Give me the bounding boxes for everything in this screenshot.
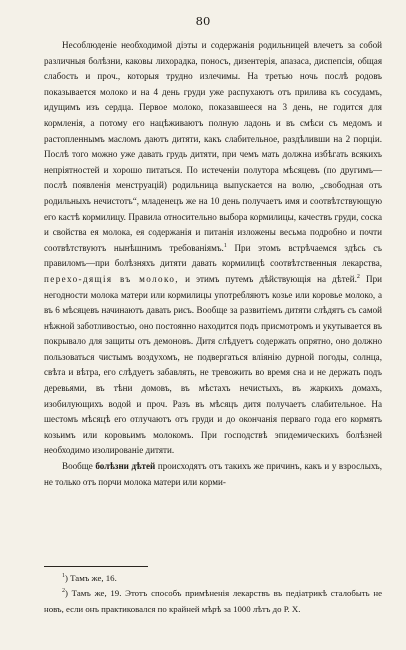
footnote-mark: 2 [62,588,65,595]
paragraph-childhood-diseases [44,459,382,490]
footnote-text: Тамъ же, 19. Этотъ способъ примѣненія лекарствъ въ педіатрикѣ сталобыть не новъ, если онъ практиковался по крайней мѣрѣ за 1000 лѣтъ до Р. Х. [44,588,382,614]
text-run: происходятъ отъ такихъ же причинъ, какъ и у взрослыхъ, не только отъ порчи молока матери или корми- [44,461,383,487]
text-run: При негодности молока матери или кормилицы употребляютъ козье или коровье молоко, а въ 6 мѣсяцевъ начинаютъ давать рисъ. Вообще за развитіемъ дитяти слѣдятъ съ самой нѣжной заботливостью, оно постоянно находится подъ присмотромъ и укутывается въ покрывало для защиты отъ демоновъ. Дитя слѣдуетъ содержать опрятно, оно должно пользоваться чистымъ воздухомъ, не подвергаться вліянію дурной погоды, солнца, свѣта и вѣтра, его слѣдуетъ забавлять, не тревожить во время сна и не держать подъ деревьями, въ тѣни домовъ, въ мѣстахъ нечистыхъ, въ жаркихъ домахъ, изобилующихъ водой и проч. Разъ въ мѣсяцъ дитя получаетъ слабительное. На шестомъ мѣсяцѣ его отлучаютъ отъ груди и до окончанія перваго года его кормятъ козьимъ или коровьимъ молокомъ. При господствѣ эпидемическихъ болѣзней необходимо изолированіе дитяти. [44,273,382,456]
body-text [44,38,382,490]
footnote-2: $^2$) Тамъ же, 19. Этотъ способъ примѣненія лекарствъ въ педіатрикѣ сталобыть не новъ, если онъ практиковался по крайней мѣрѣ за 1000 лѣтъ до Р. Х. [44,588,382,614]
page-number: 80 [195,14,211,28]
text-run: Несоблюденіе необходимой діэты и содержанія родильницей влечетъ за собой различныя болѣзни, каковы лихорадка, поносъ, дизентерія, апазаса, диспепсія, общая слабость и проч., которыя трудно излечимы. На третью ночь послѣ родовъ показывается молоко и на 4 день груди уже распухаютъ отъ прилива къ сосудамъ, идущимъ изъ сердца. Первое молоко, показавшееся на 3 день, не годится для кормленія, а потому его нацѣживаютъ полную ладонь и въ смѣси съ медомъ и растопленнымъ масломъ даютъ дитяти, какъ слабительное, раздѣливши на 2 порціи. Послѣ того можно уже давать грудь дитяти, при чемъ мать должна избѣгать всякихъ непріятностей и хорошо питаться. По истеченіи полутора мѣсяцевъ (по другимъ—послѣ появленія менструацій) родильница выпускается на волю, „свободная отъ родильныхъ нечистотъ“, младенецъ же на 10 день получаетъ имя и соотвѣтствующую его кастѣ кормилицу. Правила относительно выбора кормилицы, качествъ груди, соска и свойства ея молока, ея содержанія и питанія изложены весьма подробно и почти соотвѣтствуютъ нынѣшнимъ требованіямъ. [44,40,382,253]
spaced-emphasis: перехо-дящія въ молоко, [44,273,179,284]
bold-term: болѣзни дѣтей [95,461,156,472]
footnote-divider [44,566,148,567]
footnotes [44,571,382,617]
paragraph-diet-and-infant-care [44,38,382,459]
footnote-ref-1: 1 [223,242,227,249]
footnote-mark: 1 [62,573,65,580]
footnote-1: $^1$) Тамъ же, 16. [62,573,117,583]
text-run: Вообще [62,461,96,472]
footnote-text: Тамъ же, 16. [67,573,117,583]
text-run: и этимъ путемъ дѣйствующія на дѣтей. [178,273,357,284]
footnote-ref-2: 2 [356,273,360,280]
text-run: При этомъ встрѣчаемся здѣсь съ правиломъ—при болѣзняхъ дитяти давать кормилицѣ соотвѣтственныя лекарства, [44,242,382,269]
